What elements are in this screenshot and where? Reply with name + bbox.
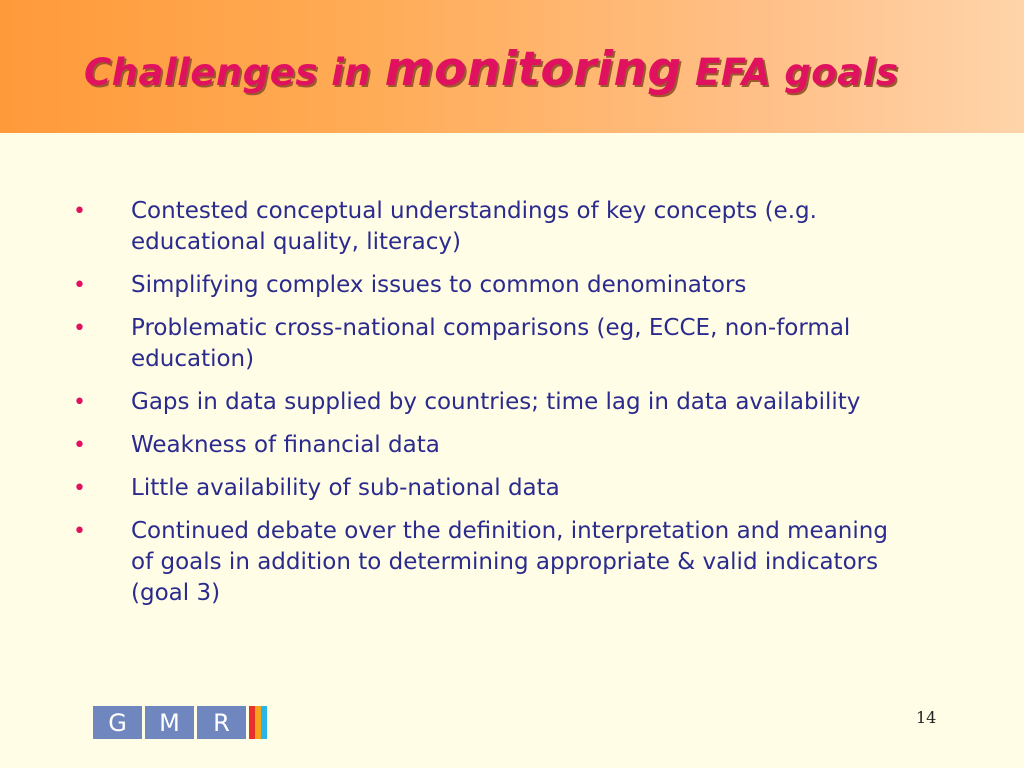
bullet-text: Contested conceptual understandings of key concepts (e.g. educational quality, literacy) <box>131 198 817 255</box>
bullet-icon: • <box>73 199 86 224</box>
bullet-list <box>70 196 900 621</box>
bullet-item <box>70 313 900 375</box>
bullet-item <box>70 516 900 609</box>
bullet-text: Continued debate over the definition, interpretation and meaning of goals in addition to determining appropriate & valid indicators (goal 3) <box>131 518 888 606</box>
bullet-text: Problematic cross-national comparisons (eg, ECCE, non-formal education) <box>131 315 851 372</box>
bullet-item <box>70 270 900 301</box>
title-emphasis: monitoring <box>384 42 682 97</box>
bullet-item <box>70 196 900 258</box>
gmr-logo <box>93 706 267 739</box>
bullet-item <box>70 473 900 504</box>
bullet-icon: • <box>73 519 86 544</box>
logo-color-stripes <box>249 706 267 739</box>
bullet-item <box>70 430 900 461</box>
logo-letter-g: G <box>93 706 142 739</box>
bullet-icon: • <box>73 476 86 501</box>
bullet-icon: • <box>73 390 86 415</box>
bullet-text: Gaps in data supplied by countries; time lag in data availability <box>131 389 861 415</box>
bullet-text: Little availability of sub-national data <box>131 475 560 501</box>
logo-letter-r: R <box>197 706 246 739</box>
slide-title <box>84 40 898 103</box>
bullet-text: Weakness of financial data <box>131 432 440 458</box>
bullet-icon: • <box>73 316 86 341</box>
logo-stripe-cyan <box>261 706 267 739</box>
bullet-icon: • <box>73 433 86 458</box>
bullet-item <box>70 387 900 418</box>
logo-letter-m: M <box>145 706 194 739</box>
page-number: 14 <box>916 708 937 727</box>
title-part-3: EFA goals <box>681 51 899 94</box>
title-part-1: Challenges in <box>84 51 385 94</box>
bullet-icon: • <box>73 273 86 298</box>
bullet-text: Simplifying complex issues to common denominators <box>131 272 747 298</box>
